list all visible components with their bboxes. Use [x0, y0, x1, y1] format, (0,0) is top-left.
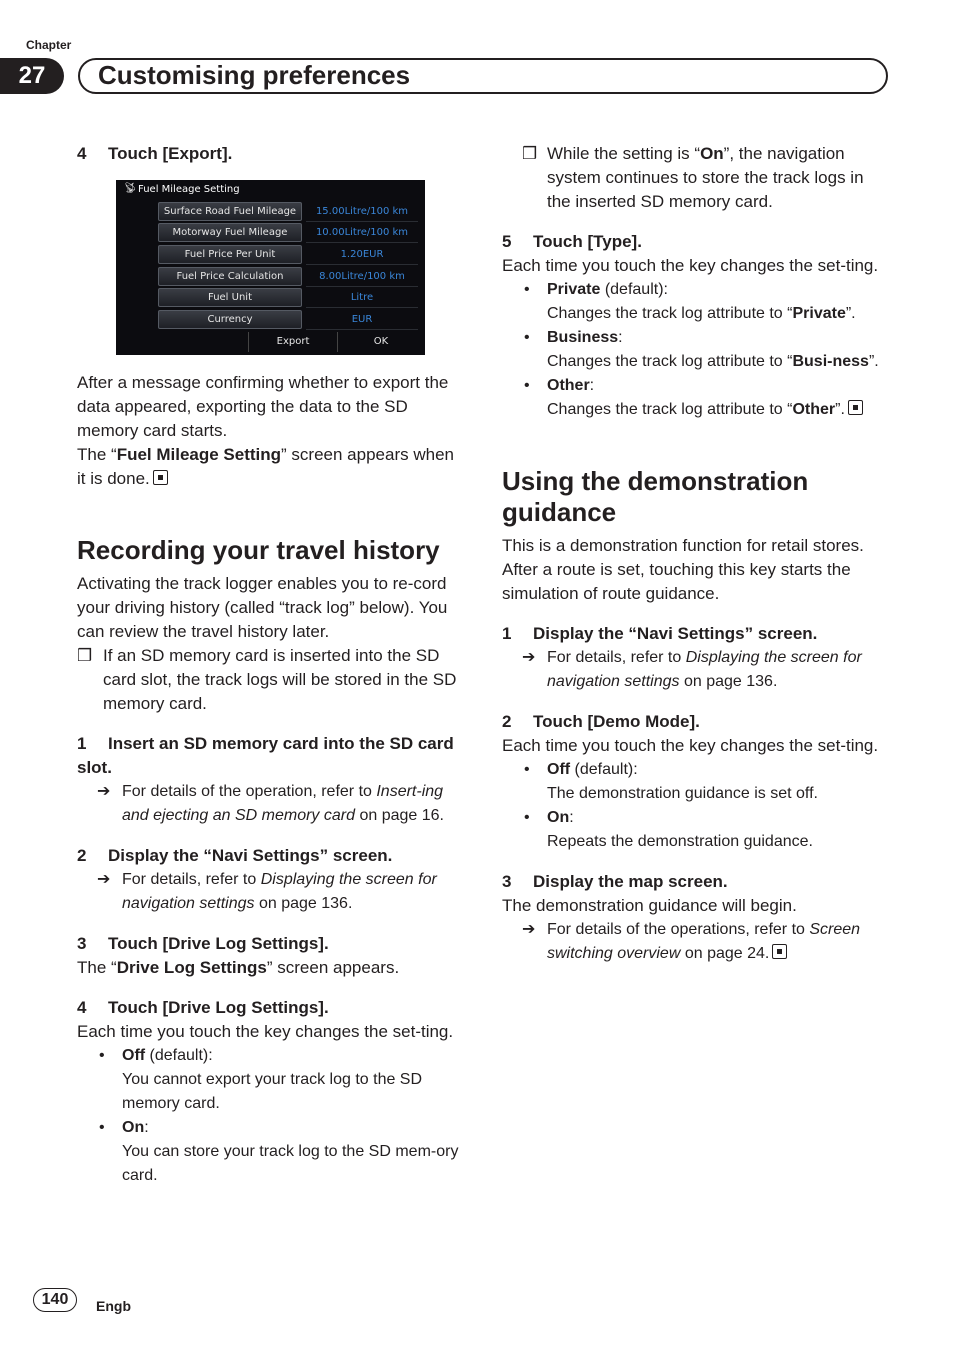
demo-option-on: • On: [524, 809, 574, 826]
screenshot-title: Fuel Mileage Setting [138, 184, 240, 195]
step-map-screen: 3 Display the map screen. [502, 872, 728, 891]
export-button: Export [248, 332, 337, 352]
right-column [502, 142, 890, 966]
recording-intro: Activating the track logger enables you to re-cord your driving history (called “track log” below). You can review the travel history later. [77, 574, 448, 641]
reference-note: ➔ For details of the operations, refer to Screen switching overview on page 24. [502, 918, 890, 966]
option-other: • Other: [524, 377, 595, 394]
export-done-paragraph: The “Fuel Mileage Setting” screen appears when it is done. [77, 445, 454, 488]
type-description: Each time you touch the key changes the set-ting. [502, 256, 879, 275]
checkbox-icon: ❒ [77, 646, 93, 665]
signal-icon: 📡︎ [124, 183, 137, 194]
option-business-desc: Changes the track log attribute to “Busi-ness”. [547, 353, 879, 370]
reference-note: ➔ For details of the operation, refer to Insert-ing and ejecting an SD memory card on page 16. [77, 780, 465, 828]
step-insert-sd: 1 Insert an SD memory card into the SD card slot. [77, 734, 454, 777]
step-export: 4 Touch [Export]. [77, 144, 233, 163]
map-screen-description: The demonstration guidance will begin. [502, 896, 797, 915]
reference-note: ➔ For details, refer to Displaying the screen for navigation settings on page 136. [77, 868, 465, 916]
left-column [77, 142, 465, 1188]
export-paragraph: After a message confirming whether to export the data appeared, exporting the data to the SD memory card starts. [77, 373, 449, 440]
fuel-mileage-screenshot [116, 180, 425, 355]
toggle-description: Each time you touch the key changes the set-ting. [77, 1022, 454, 1041]
demo-intro: This is a demonstration function for retail stores. After a route is set, touching this key starts the simulation of route guidance. [502, 536, 864, 603]
option-other-desc: Changes the track log attribute to “Other”. [502, 398, 890, 422]
screenshot-row-value: 10.00Litre/100 km [306, 223, 418, 243]
arrow-icon: ➔ [97, 871, 111, 888]
step-demo-mode: 2 Touch [Demo Mode]. [502, 712, 700, 731]
screenshot-row-value: 8.00Litre/100 km [306, 267, 418, 287]
option-business: • Business: [524, 329, 623, 346]
arrow-icon: ➔ [522, 649, 536, 666]
on-setting-note: ❒ While the setting is “On”, the navigation system continues to store the track logs in the inserted SD memory card. [522, 144, 864, 211]
option-private: • Private (default): [524, 281, 668, 298]
step-navi-settings: 2 Display the “Navi Settings” screen. [77, 846, 393, 865]
screenshot-row-value: Litre [306, 288, 418, 308]
chapter-title: Customising preferences [98, 60, 411, 90]
screenshot-row-label: Fuel Unit [158, 288, 302, 307]
option-private-desc: Changes the track log attribute to “Private”. [547, 305, 856, 322]
demo-option-off-desc: The demonstration guidance is set off. [547, 785, 818, 802]
demo-mode-description: Each time you touch the key changes the set-ting. [502, 736, 879, 755]
end-mark-icon [848, 400, 863, 415]
arrow-icon: ➔ [522, 921, 536, 938]
drive-log-screen-text: The “Drive Log Settings” screen appears. [77, 958, 400, 977]
arrow-icon: ➔ [97, 783, 111, 800]
screenshot-row-label: Fuel Price Calculation [158, 267, 302, 286]
screenshot-row-value: 15.00Litre/100 km [306, 202, 418, 222]
screenshot-row-value: EUR [306, 310, 418, 330]
step-drive-log-settings: 3 Touch [Drive Log Settings]. [77, 934, 329, 953]
chapter-number: 27 [0, 58, 64, 94]
step-drive-log-toggle: 4 Touch [Drive Log Settings]. [77, 998, 329, 1017]
screenshot-row-label: Fuel Price Per Unit [158, 245, 302, 264]
screenshot-row-label: Currency [158, 310, 302, 329]
checkbox-icon: ❒ [522, 144, 538, 163]
ok-button: OK [337, 332, 424, 352]
demo-option-on-desc: Repeats the demonstration guidance. [547, 833, 813, 850]
intro-note: ❒ If an SD memory card is inserted into the SD card slot, the track logs will be stored in the SD memory card. [77, 646, 457, 713]
screenshot-row-label: Surface Road Fuel Mileage [158, 202, 302, 221]
option-off: • Off (default): [99, 1047, 213, 1064]
option-on: • On: [99, 1119, 149, 1136]
end-mark-icon [772, 944, 787, 959]
screenshot-row-value: 1.20EUR [306, 245, 418, 265]
section-title-recording: Recording your travel history [77, 535, 440, 565]
reference-note: ➔ For details, refer to Displaying the screen for navigation settings on page 136. [502, 646, 890, 694]
option-on-desc: You can store your track log to the SD mem-ory card. [122, 1143, 459, 1184]
page-number: 140 [33, 1288, 77, 1312]
step-demo-navi-settings: 1 Display the “Navi Settings” screen. [502, 624, 818, 643]
screenshot-row-label: Motorway Fuel Mileage [158, 223, 302, 242]
demo-option-off: • Off (default): [524, 761, 638, 778]
section-title-demo: Using the demonstration guidance [502, 466, 809, 527]
chapter-label: Chapter [26, 38, 72, 52]
step-type: 5 Touch [Type]. [502, 232, 642, 251]
language-code: Engb [96, 1298, 131, 1314]
option-off-desc: You cannot export your track log to the SD memory card. [122, 1071, 423, 1112]
end-mark-icon [153, 470, 168, 485]
